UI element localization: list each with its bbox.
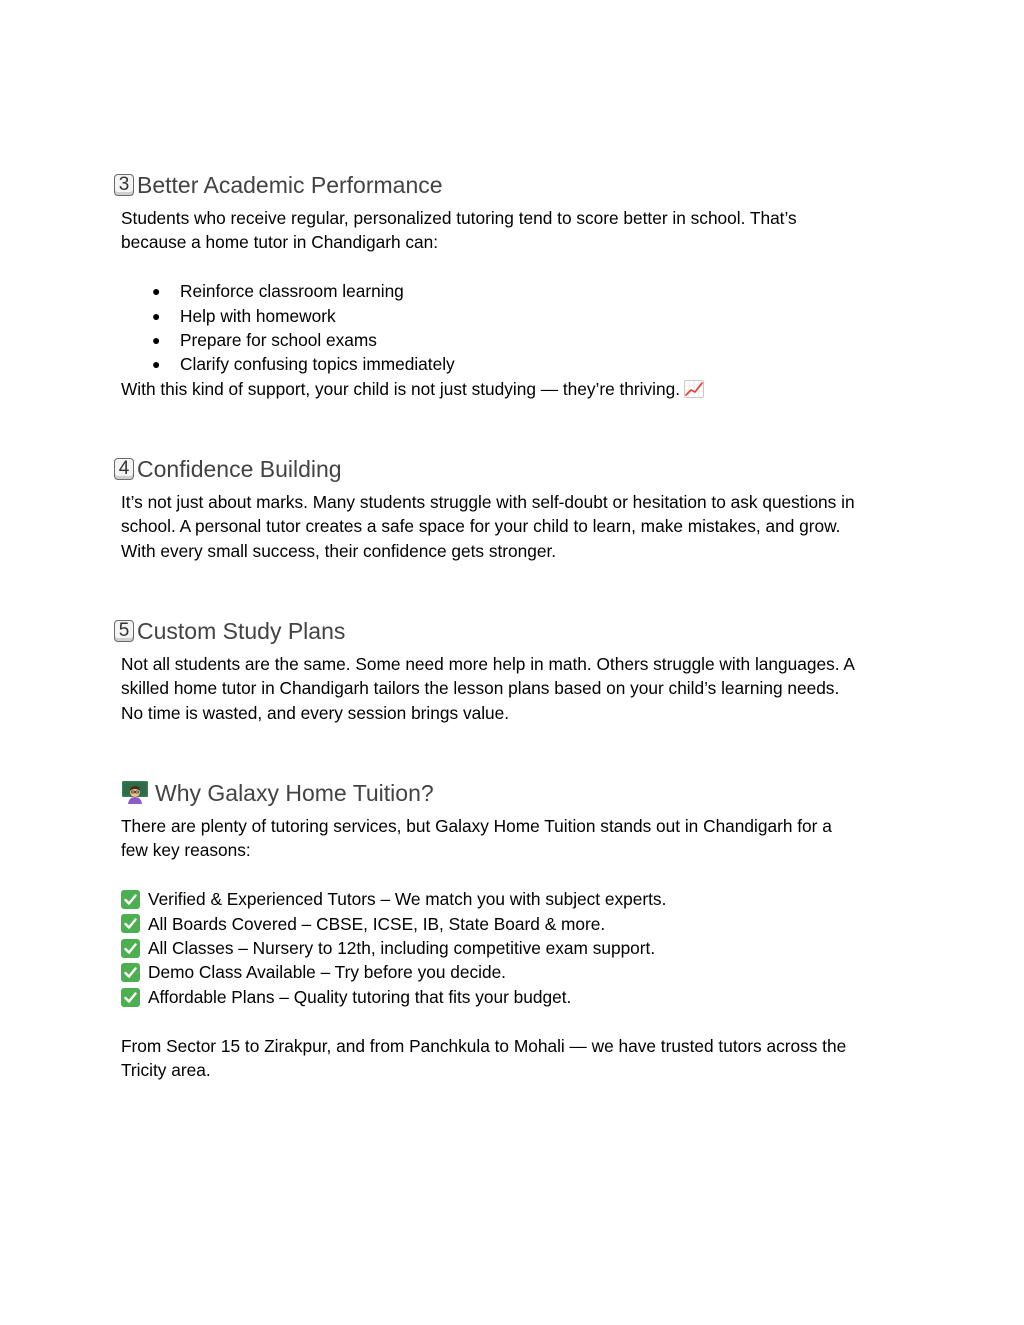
reasons-list xyxy=(114,887,914,1009)
list-item xyxy=(114,985,914,1009)
paragraph-line: Not all students are the same. Some need more help in math. Others struggle with languages. A xyxy=(121,654,855,674)
paragraph-line: skilled home tutor in Chandigarh tailors the lesson plans based on your child’s learning needs. xyxy=(121,678,840,699)
section-heading xyxy=(114,779,914,807)
list-item xyxy=(114,887,914,911)
list-item: ● Clarify confusing topics immediately xyxy=(152,352,914,376)
paragraph-line: Students who receive regular, personalized tutoring tend to score better in school. That’s xyxy=(121,208,797,228)
list-item: ● Prepare for school exams xyxy=(152,328,914,352)
section-why-galaxy-home-tuition xyxy=(114,779,914,1082)
keycap-4-icon: 4 xyxy=(114,458,134,480)
section-better-academic-performance xyxy=(114,171,914,401)
keycap-3-icon: 3 xyxy=(114,174,134,196)
list-item: ● Reinforce classroom learning xyxy=(152,279,914,303)
list-item: ● Help with homework xyxy=(152,304,914,328)
check-mark-icon xyxy=(121,914,140,933)
bullet-icon: ● xyxy=(152,356,161,373)
check-mark-icon xyxy=(121,988,140,1007)
check-mark-icon xyxy=(121,963,140,982)
section-heading xyxy=(114,617,914,645)
reason-text: All Classes – Nursery to 12th, including competitive exam support. xyxy=(148,938,656,959)
heading-text: Confidence Building xyxy=(137,456,342,482)
chart-increasing-icon xyxy=(684,380,704,398)
paragraph-line: With every small success, their confidence gets stronger. xyxy=(121,540,557,561)
section-custom-study-plans xyxy=(114,617,914,725)
bullet-icon: ● xyxy=(152,307,161,324)
paragraph-line: few key reasons: xyxy=(121,840,251,861)
paragraph-line: No time is wasted, and every session brings value. xyxy=(121,702,510,723)
paragraph-line: Tricity area. xyxy=(121,1060,211,1081)
section-confidence-building xyxy=(114,455,914,563)
list-item xyxy=(114,960,914,984)
paragraph-line: because a home tutor in Chandigarh can: xyxy=(121,232,439,253)
paragraph-line xyxy=(114,377,914,401)
teacher-icon xyxy=(120,780,150,806)
paragraph-line: From Sector 15 to Zirakpur, and from Panchkula to Mohali — we have trusted tutors across the xyxy=(121,1035,847,1056)
keycap-5-icon: 5 xyxy=(114,620,134,642)
bullet-list xyxy=(114,279,914,377)
reason-text: Verified & Experienced Tutors – We match you with subject experts. xyxy=(148,889,667,910)
list-item xyxy=(114,936,914,960)
reason-text: Demo Class Available – Try before you decide. xyxy=(148,962,506,983)
paragraph-line: It’s not just about marks. Many students struggle with self-doubt or hesitation to ask questions in xyxy=(121,492,855,512)
heading-text: Why Galaxy Home Tuition? xyxy=(155,780,434,806)
section-heading xyxy=(114,171,914,199)
closing-text: With this kind of support, your child is not just studying — they’re thriving. xyxy=(121,378,681,399)
list-item xyxy=(114,912,914,936)
section-heading xyxy=(114,455,914,483)
check-mark-icon xyxy=(121,939,140,958)
paragraph-line: There are plenty of tutoring services, but Galaxy Home Tuition stands out in Chandigarh for a xyxy=(121,816,832,836)
check-mark-icon xyxy=(121,890,140,909)
heading-text: Custom Study Plans xyxy=(137,618,346,644)
bullet-icon: ● xyxy=(152,332,161,349)
reason-text: Affordable Plans – Quality tutoring that fits your budget. xyxy=(148,986,572,1007)
paragraph-line: school. A personal tutor creates a safe space for your child to learn, make mistakes, and grow. xyxy=(121,516,841,537)
heading-text: Better Academic Performance xyxy=(137,172,443,198)
reason-text: All Boards Covered – CBSE, ICSE, IB, State Board & more. xyxy=(148,913,606,934)
bullet-icon: ● xyxy=(152,283,161,300)
